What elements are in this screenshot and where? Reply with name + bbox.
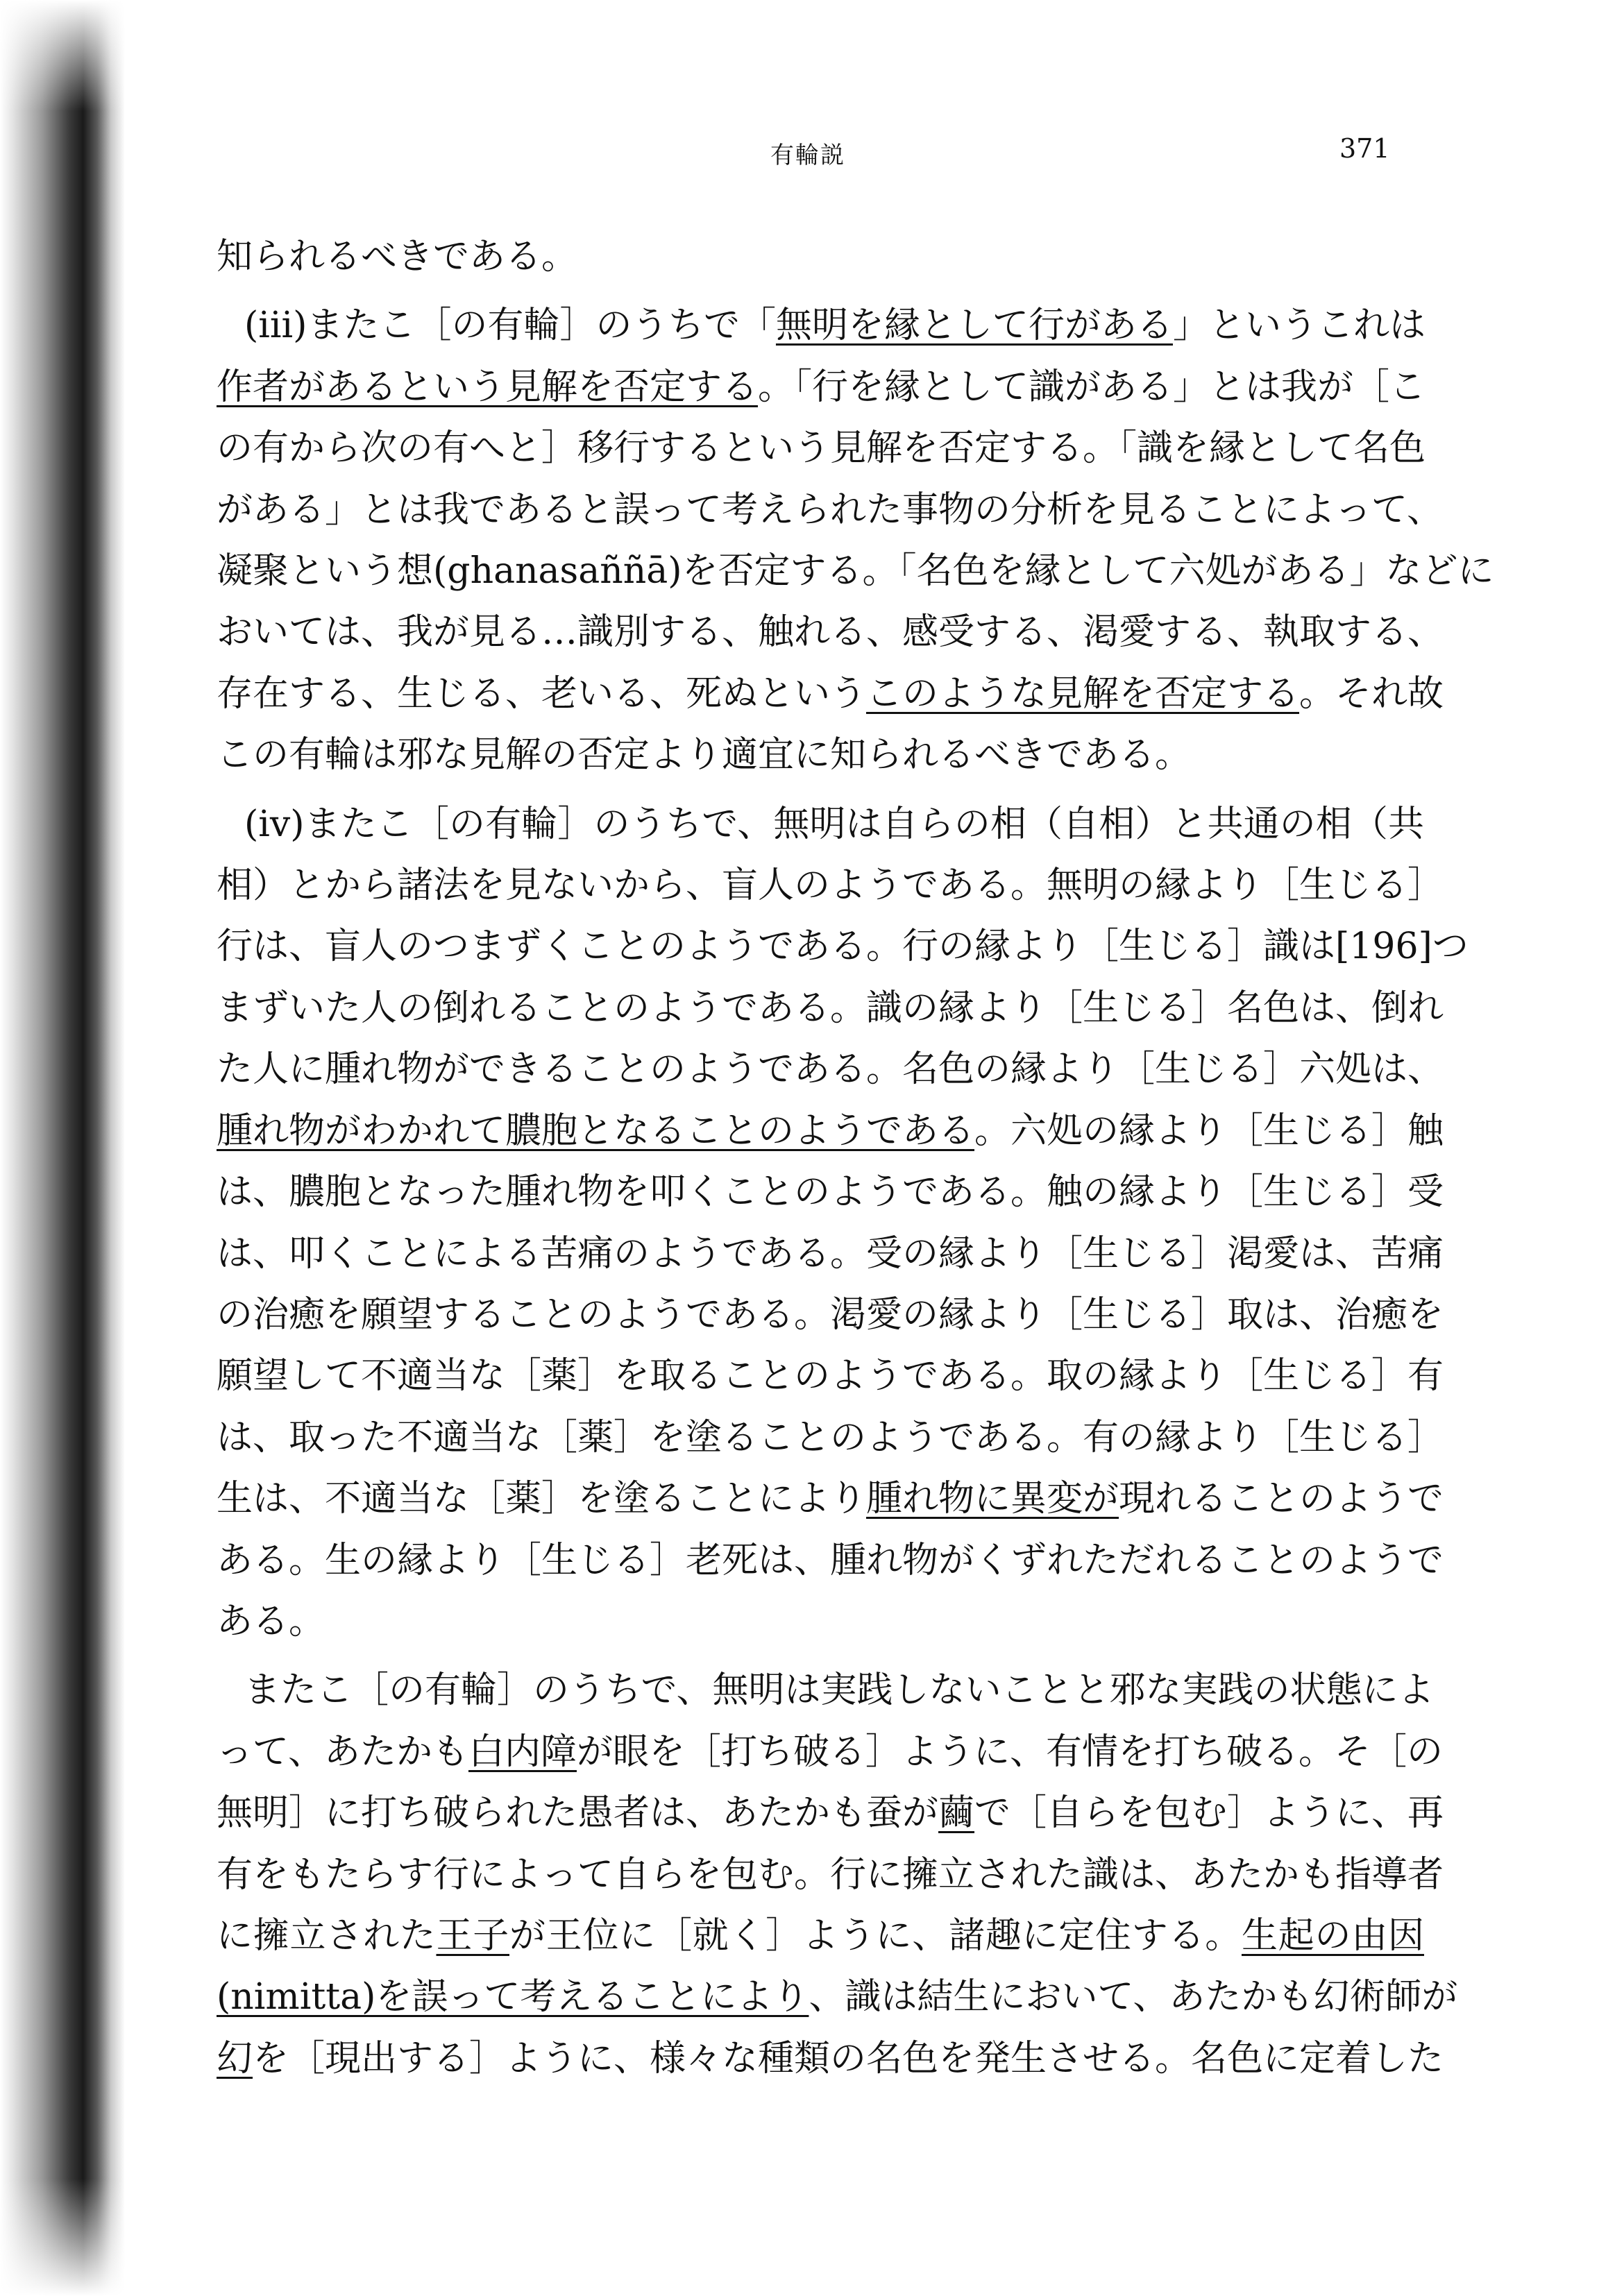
- text-segment: 、識は結生において、あたかも幻術師が: [809, 1976, 1458, 2018]
- text-line: [217, 916, 1469, 977]
- text-line: [217, 1721, 1443, 1783]
- text-segment: 。「行を縁として識がある」とは我が［こ: [758, 366, 1426, 408]
- gutter-fade-top: [0, 0, 125, 111]
- text-line: [217, 1530, 1444, 1591]
- text-line: [217, 663, 1444, 724]
- text-segment: (iv)またこ［の有輪］のうちで、無明は自らの相（自相）と共通の相（共: [244, 803, 1424, 845]
- running-head: 有輪説: [770, 142, 845, 169]
- text-line: [217, 1223, 1444, 1284]
- text-line: [217, 1284, 1444, 1345]
- text-segment: ある。: [217, 1600, 325, 1642]
- underlined-phrase: 繭: [938, 1792, 975, 1835]
- text-segment: 生は、不適当な［薬］を塗ることにより: [217, 1478, 867, 1520]
- text-line: [217, 418, 1424, 479]
- text-segment: って、あたかも: [217, 1730, 468, 1773]
- text-segment: 無明］に打ち破られた愚者は、あたかも蚕が: [217, 1792, 939, 1835]
- paragraph: [217, 295, 1494, 785]
- text-line: [217, 855, 1444, 916]
- text-line: [217, 1844, 1444, 1905]
- text-segment: は、取った不適当な［薬］を塗ることのようである。有の縁より［生じる］: [217, 1416, 1444, 1459]
- page-number: 371: [1339, 133, 1390, 164]
- text-line: [217, 226, 1424, 287]
- paragraph: [217, 1660, 1458, 2089]
- text-line: [217, 602, 1444, 663]
- text-line: [217, 295, 1424, 356]
- text-segment: がある」とは我であると誤って考えられた事物の分析を見ることによって、: [217, 488, 1443, 531]
- text-line: [217, 1783, 1444, 1844]
- text-segment: 知られるべきである。: [217, 236, 578, 278]
- text-line: [217, 1039, 1444, 1100]
- text-segment: 行は、盲人のつまずくことのようである。行の縁より［生じる］識は[196]つ: [217, 926, 1469, 968]
- text-segment: おいては、我が見る…識別する、触れる、感受する、渇愛する、執取する、: [217, 611, 1444, 654]
- text-line: [217, 1162, 1444, 1223]
- paragraph: [217, 226, 1424, 287]
- underlined-phrase: 幻: [217, 2037, 253, 2080]
- underlined-phrase: 白内障: [468, 1730, 577, 1773]
- text-line: [217, 479, 1443, 541]
- text-line: [217, 978, 1444, 1039]
- text-segment: 有をもたらす行によって自らを包む。行に擁立された識は、あたかも指導者: [217, 1853, 1444, 1896]
- text-line: [217, 1966, 1458, 2027]
- text-segment: この有輪は邪な見解の否定より適宜に知られるべきである。: [217, 734, 1192, 776]
- text-segment: に擁立された: [217, 1914, 437, 1957]
- text-segment: を［現出する］ように、様々な種類の名色を発生させる。名色に定着した: [253, 2037, 1444, 2080]
- text-line: [217, 724, 1424, 785]
- underlined-phrase: このような見解を否定する: [866, 672, 1300, 715]
- text-line: [217, 357, 1424, 418]
- underlined-phrase: 王子: [436, 1914, 509, 1957]
- paragraph: [217, 794, 1469, 1653]
- text-segment: 現れることのようで: [1119, 1478, 1444, 1520]
- underlined-phrase: 生起の由因: [1241, 1914, 1424, 1957]
- text-line: [217, 794, 1424, 855]
- text-line: [217, 1660, 1435, 1721]
- book-gutter-shadow: [0, 0, 125, 2296]
- text-segment: 凝聚という想(ghanasaññā)を否定する。「名色を縁として六処がある」などに: [217, 550, 1494, 593]
- text-segment: が眼を［打ち破る］ように、有情を打ち破る。そ［の: [576, 1730, 1443, 1773]
- underlined-phrase: (nimitta)を誤って考えることにより: [217, 1976, 809, 2018]
- gutter-fade-bottom: [0, 2179, 125, 2296]
- text-segment: 願望して不適当な［薬］を取ることのようである。取の縁より［生じる］有: [217, 1355, 1444, 1397]
- text-line: [217, 1100, 1444, 1162]
- underlined-phrase: 腫れ物に異変が: [866, 1478, 1119, 1520]
- underlined-phrase: 無明を縁として行がある: [775, 305, 1173, 347]
- text-segment: の治癒を願望することのようである。渇愛の縁より［生じる］取は、治癒を: [217, 1293, 1444, 1336]
- text-segment: 。それ故: [1299, 672, 1444, 715]
- text-segment: まずいた人の倒れることのようである。識の縁より［生じる］名色は、倒れ: [217, 987, 1444, 1029]
- text-segment: は、膿胞となった腫れ物を叩くことのようである。触の縁より［生じる］受: [217, 1171, 1444, 1214]
- text-line: [217, 541, 1494, 602]
- text-segment: は、叩くことによる苦痛のようである。受の縁より［生じる］渇愛は、苦痛: [217, 1232, 1444, 1275]
- text-segment: 」というこれは: [1172, 305, 1426, 347]
- text-segment: た人に腫れ物ができることのようである。名色の縁より［生じる］六処は、: [217, 1048, 1444, 1091]
- text-line: [217, 1905, 1424, 1966]
- text-line: [217, 1345, 1444, 1406]
- text-segment: 。六処の縁より［生じる］触: [974, 1109, 1444, 1152]
- text-segment: またこ［の有輪］のうちで、無明は実践しないことと邪な実践の状態によ: [244, 1669, 1435, 1712]
- underlined-phrase: 腫れ物がわかれて膿胞となることのようである: [217, 1109, 975, 1152]
- text-line: [217, 1591, 1424, 1652]
- text-segment: で［自らを包む］ように、再: [974, 1792, 1444, 1835]
- body-text: [217, 226, 1494, 2089]
- text-segment: の有から次の有へと］移行するという見解を否定する。「識を縁として名色: [217, 427, 1426, 470]
- text-segment: (iii)またこ［の有輪］のうちで「: [244, 305, 776, 347]
- text-segment: 相）とから諸法を見ないから、盲人のようである。無明の縁より［生じる］: [217, 865, 1444, 907]
- underlined-phrase: 作者があるという見解を否定する: [217, 366, 759, 408]
- text-line: [217, 1468, 1444, 1529]
- text-segment: ある。生の縁より［生じる］老死は、腫れ物がくずれただれることのようで: [217, 1539, 1444, 1581]
- text-line: [217, 2028, 1444, 2089]
- text-line: [217, 1407, 1444, 1468]
- text-segment: 存在する、生じる、老いる、死ぬという: [217, 672, 867, 715]
- text-segment: が王位に［就く］ように、諸趣に定住する。: [509, 1914, 1242, 1957]
